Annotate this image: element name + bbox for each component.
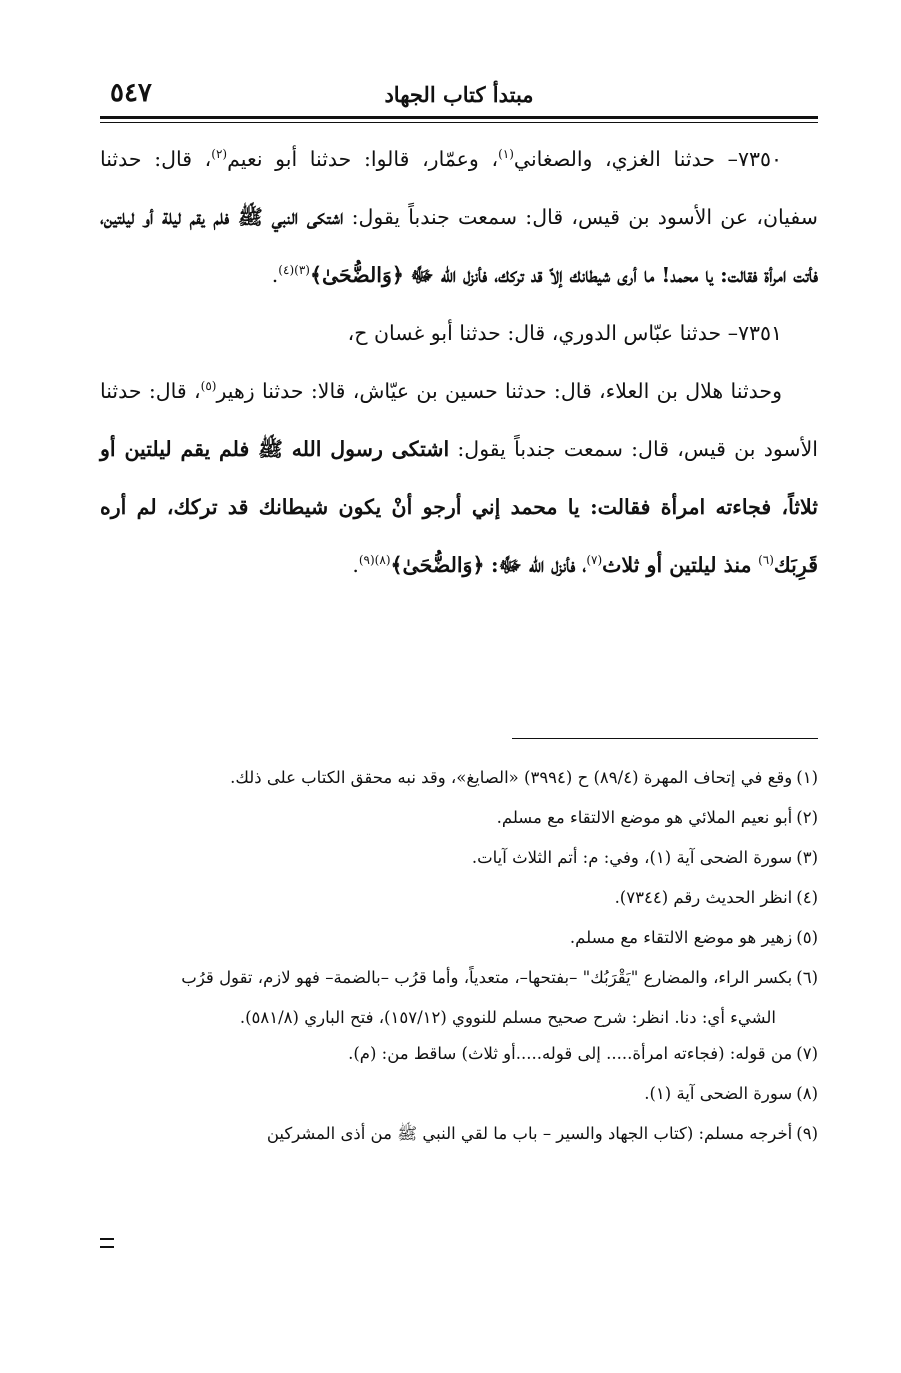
footnote-ref: (٨) xyxy=(374,553,391,568)
hadith-matn: ، فأنزل الله ﷻ: xyxy=(491,553,587,577)
footnote-text: من قوله: (فجاءته امرأة..... إلى قوله.....أو ثلاث) ساقط من: (م). xyxy=(348,1044,793,1063)
page-header xyxy=(100,76,818,119)
footnote-text: أبو نعيم الملائي هو موضع الالتقاء مع مسلم. xyxy=(496,808,793,827)
footnote-number: (٨) xyxy=(796,1084,818,1103)
footnote xyxy=(100,800,818,836)
footnote-number: (٧) xyxy=(796,1044,818,1063)
footnote-number: (٤) xyxy=(796,888,818,907)
hadith-7350 xyxy=(100,130,818,304)
footnote xyxy=(100,1076,818,1112)
footnote-text: وقع في إتحاف المهرة (٨٩/٤) ح (٣٩٩٤) «الصايغ»، وقد نبه محقق الكتاب على ذلك. xyxy=(230,768,793,787)
footnote-text: زهير هو موضع الالتقاء مع مسلم. xyxy=(569,928,793,947)
footnote-ref: (٦) xyxy=(758,553,774,568)
footnote-ref: (٢) xyxy=(211,147,228,162)
footnote-number: (١) xyxy=(796,768,818,787)
hadith-matn: اشتكى النبي ﷺ فلم يقم ليلة أو ليلتين، فأتت امرأة فقالت: يا محمد! ما أرى شيطانك إلاّ قد تركك، فأنزل الله ﷻ xyxy=(100,205,818,287)
hadith-matn: منذ ليلتين أو ثلاث xyxy=(602,553,752,577)
footnote xyxy=(100,960,818,996)
footnote-text: انظر الحديث رقم (٧٣٤٤). xyxy=(614,888,793,907)
continuation-mark xyxy=(100,1238,114,1248)
footnote xyxy=(100,880,818,916)
footnotes xyxy=(100,760,818,1156)
quran-verse: ﴿وَالضُّحَىٰ﴾ xyxy=(309,263,404,287)
footnote-number: (٦) xyxy=(796,968,818,987)
footnote xyxy=(100,760,818,796)
text-segment: ، قال: حدثنا الأسود بن قيس، قال: سمعت جندباً يقول: xyxy=(100,379,818,461)
footnote-number: (٢) xyxy=(796,808,818,827)
text-segment: ، قال: حدثنا سفيان، عن الأسود بن قيس، قال: سمعت جندباً يقول: xyxy=(100,147,818,229)
footnote-continuation xyxy=(100,1000,818,1036)
footnote-ref: (٥) xyxy=(200,379,217,394)
footnote xyxy=(100,1036,818,1072)
text-segment: ، وعمّار، قالوا: حدثنا أبو نعيم xyxy=(227,147,499,171)
hadith-number: ٧٣٥١ xyxy=(737,321,782,345)
footnote-number: (٩) xyxy=(796,1124,818,1143)
text-segment: . xyxy=(352,553,359,577)
footnote-text: بكسر الراء، والمضارع "يَقْرَبُك" –بفتحها–، متعدياً، وأما قرُب –بالضمة– فهو لازم، تقول قرُب xyxy=(181,968,793,987)
running-title: مبتدأ كتاب الجهاد xyxy=(384,82,534,107)
footnote xyxy=(100,920,818,956)
hadith-7351 xyxy=(100,362,818,594)
footnote-number: (٣) xyxy=(796,848,818,867)
text-segment: – حدثنا عبّاس الدوري، قال: حدثنا أبو غسان ح، xyxy=(347,321,738,345)
footnote-ref: (٣) xyxy=(294,263,310,278)
footnote-ref: (٩) xyxy=(358,553,375,568)
hadith-number: ٧٣٥٠ xyxy=(737,147,782,171)
hadith-matn: اشتكى رسول الله ﷺ فلم يقم ليلتين أو ثلاثاً، فجاءته امرأة فقالت: يا محمد إني أرجو أنْ يكون شيطانك قد تركك، لم أره قَرِبَك xyxy=(100,437,818,577)
footnote-text: الشيء أي: دنا. انظر: شرح صحيح مسلم للنووي (١٥٧/١٢)، فتح الباري (٥٨١/٨). xyxy=(239,1008,776,1027)
footnote xyxy=(100,840,818,876)
main-text xyxy=(100,130,818,594)
text-segment: . xyxy=(271,263,279,287)
footnote-ref: (١) xyxy=(498,147,514,162)
footnote-text: سورة الضحى آية (١). xyxy=(644,1084,793,1103)
text-segment: وحدثنا هلال بن العلاء، قال: حدثنا حسين بن عيّاش، قالا: حدثنا زهير xyxy=(216,379,782,403)
footnote-ref: (٤) xyxy=(278,263,295,278)
footnote-text: أخرجه مسلم: (كتاب الجهاد والسير – باب ما لقي النبي ﷺ من أذى المشركين xyxy=(266,1124,793,1143)
text-segment: – حدثنا الغزي، والصغاني xyxy=(513,147,738,171)
quran-verse: ﴿وَالضُّحَىٰ﴾ xyxy=(390,553,485,577)
footnote-separator xyxy=(512,738,818,739)
page-number: ٥٤٧ xyxy=(110,78,152,108)
hadith-7351-first-line xyxy=(100,304,818,362)
footnote xyxy=(100,1116,818,1152)
footnote-text: سورة الضحى آية (١)، وفي: م: أتم الثلاث آيات. xyxy=(471,848,793,867)
footnote-ref: (٧) xyxy=(586,553,603,568)
footnote-number: (٥) xyxy=(796,928,818,947)
